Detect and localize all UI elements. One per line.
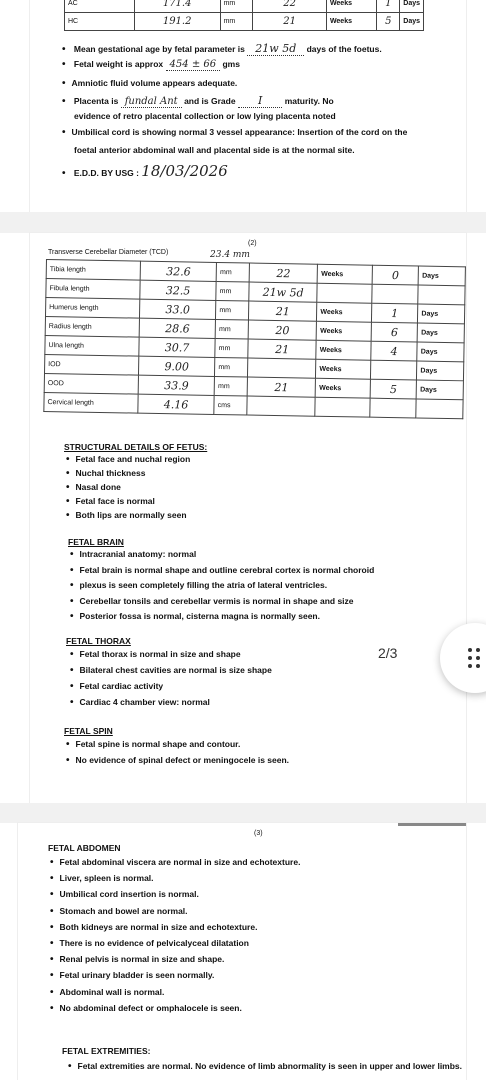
row-value: 30.7 bbox=[139, 337, 216, 357]
row-weeks-value bbox=[247, 358, 316, 378]
row-days-label: Days bbox=[400, 13, 424, 31]
row-label: OOD bbox=[44, 373, 138, 394]
mean-ga-prefix: Mean gestational age by fetal parameter is bbox=[73, 44, 245, 54]
row-days-label bbox=[416, 399, 463, 419]
list-item: • No abdominal defect or omphalocele is seen. bbox=[50, 1003, 242, 1014]
placenta-line bbox=[62, 94, 334, 107]
placenta-line-2: evidence of retro placental collection or low lying placenta noted bbox=[74, 111, 336, 121]
row-value: 4.16 bbox=[138, 394, 215, 414]
row-label: IOD bbox=[45, 354, 139, 375]
row-weeks-value: 20 bbox=[248, 320, 317, 340]
placenta-grade-handwritten: I bbox=[238, 94, 282, 108]
row-weeks-value: 21 bbox=[247, 377, 316, 397]
mean-ga-handwritten: 21w 5d bbox=[247, 42, 304, 56]
structural-heading: STRUCTURAL DETAILS OF FETUS: bbox=[64, 442, 208, 452]
table-row bbox=[65, 13, 424, 31]
row-label: Radius length bbox=[45, 316, 139, 337]
row-value: 171.4 bbox=[134, 0, 220, 13]
row-weeks-label: Weeks bbox=[315, 378, 370, 398]
row-label: AC bbox=[65, 0, 135, 13]
page1-measurement-table bbox=[64, 0, 424, 31]
row-weeks-value: 21w 5d bbox=[249, 282, 318, 302]
list-item: • plexus is seen completely filling the atria of lateral ventricles. bbox=[70, 580, 327, 591]
row-weeks-value bbox=[247, 396, 316, 416]
weight-prefix: Fetal weight is approx bbox=[73, 59, 164, 69]
row-weeks-label: Weeks bbox=[317, 264, 372, 284]
document-page-3 bbox=[18, 823, 466, 1080]
list-item: • Fetal face is normal bbox=[66, 496, 155, 507]
row-unit: mm bbox=[215, 357, 248, 377]
list-item: • Posterior fossa is normal, cisterna magna is normally seen. bbox=[70, 611, 320, 622]
list-item: • Stomach and bowel are normal. bbox=[50, 906, 188, 917]
row-label: Cervical length bbox=[44, 392, 138, 413]
row-days-value: 1 bbox=[371, 303, 418, 323]
list-item: • Fetal spine is normal shape and contour. bbox=[66, 739, 240, 750]
row-value: 33.0 bbox=[139, 299, 216, 319]
row-label: HC bbox=[65, 13, 135, 31]
amniotic-line: • Amniotic fluid volume appears adequate. bbox=[62, 78, 237, 89]
list-item: • Fetal thorax is normal in size and shape bbox=[70, 649, 241, 660]
row-days-value: 6 bbox=[371, 322, 418, 342]
row-days-value: 1 bbox=[377, 0, 400, 13]
brain-heading: FETAL BRAIN bbox=[68, 537, 124, 547]
row-days-value: 5 bbox=[370, 379, 417, 399]
extremities-heading: FETAL EXTREMITIES: bbox=[62, 1046, 151, 1056]
row-weeks-label bbox=[315, 397, 370, 417]
list-item: • Cardiac 4 chamber view: normal bbox=[70, 697, 210, 708]
list-item: • Fetal abdominal viscera are normal in size and echotexture. bbox=[50, 857, 300, 868]
page-gap bbox=[0, 803, 486, 823]
tcd-handwritten: 23.4 mm bbox=[210, 250, 250, 260]
list-item: • Nuchal thickness bbox=[66, 468, 145, 479]
row-label: Humerus length bbox=[45, 298, 139, 319]
list-item: • Bilateral chest cavities are normal is size shape bbox=[70, 665, 272, 676]
row-unit: mm bbox=[216, 262, 249, 282]
top-edge-mark bbox=[398, 823, 466, 826]
row-value: 9.00 bbox=[138, 356, 215, 376]
grid-dots-icon bbox=[468, 648, 482, 668]
row-unit: mm bbox=[214, 376, 247, 396]
page-number: (3) bbox=[254, 830, 263, 837]
list-item: • No evidence of spinal defect or meningocele is seen. bbox=[66, 755, 289, 766]
page-indicator: 2/3 bbox=[378, 645, 398, 661]
list-item: • Renal pelvis is normal in size and shape. bbox=[50, 954, 224, 965]
row-weeks-value: 21 bbox=[248, 301, 317, 321]
row-weeks-label: Weeks bbox=[316, 359, 371, 379]
edd-handwritten: 18/03/2026 bbox=[141, 162, 228, 180]
weight-handwritten: 454 ± 66 bbox=[166, 59, 221, 71]
row-weeks-label bbox=[317, 283, 372, 303]
list-item: • Both lips are normally seen bbox=[66, 510, 187, 521]
row-unit: mm bbox=[215, 319, 248, 339]
row-unit: mm bbox=[216, 281, 249, 301]
cord-line-1: • Umbilical cord is showing normal 3 vessel appearance: Insertion of the cord on the bbox=[62, 127, 407, 138]
row-value: 33.9 bbox=[138, 375, 215, 395]
abdomen-heading: FETAL ABDOMEN bbox=[48, 843, 121, 853]
thorax-heading: FETAL THORAX bbox=[66, 636, 131, 646]
row-weeks-label: Weeks bbox=[326, 13, 376, 31]
row-value: 28.6 bbox=[139, 318, 216, 338]
list-item: • Cerebellar tonsils and cerebellar vermis is normal in shape and size bbox=[70, 596, 354, 607]
row-days-value bbox=[370, 398, 417, 418]
row-days-value: 0 bbox=[372, 265, 419, 285]
fetal-weight-line bbox=[62, 59, 240, 70]
list-item: • Fetal cardiac activity bbox=[70, 681, 163, 692]
placenta-prefix: Placenta is bbox=[73, 96, 119, 106]
row-unit: mm bbox=[215, 338, 248, 358]
list-item: • There is no evidence of pelvicalyceal dilatation bbox=[50, 938, 249, 949]
row-weeks-label: Weeks bbox=[316, 321, 371, 341]
row-weeks-label: Weeks bbox=[316, 340, 371, 360]
row-days-value bbox=[372, 284, 419, 304]
row-days-value: 4 bbox=[371, 341, 418, 361]
row-unit: mm bbox=[220, 13, 253, 31]
row-days-label: Days bbox=[400, 0, 424, 13]
tcd-label: Transverse Cerebellar Diameter (TCD) bbox=[48, 249, 169, 256]
list-item: • Nasal done bbox=[66, 482, 121, 493]
row-unit: cms bbox=[214, 395, 247, 415]
list-item: • Fetal urinary bladder is seen normally. bbox=[50, 970, 214, 981]
placenta-mid: and is Grade bbox=[184, 96, 236, 106]
row-weeks-value: 21 bbox=[248, 339, 317, 359]
row-days-label: Days bbox=[417, 323, 464, 343]
row-weeks-label: Weeks bbox=[326, 0, 376, 13]
row-label: Fibula length bbox=[46, 279, 140, 300]
placenta-handwritten: fundal Ant bbox=[121, 96, 182, 108]
row-days-value: 5 bbox=[377, 13, 400, 31]
page-number: (2) bbox=[248, 240, 257, 247]
table-row bbox=[65, 0, 424, 13]
row-value: 32.5 bbox=[140, 280, 217, 300]
placenta-suffix: maturity. No bbox=[284, 96, 334, 106]
list-item: • Umbilical cord insertion is normal. bbox=[50, 889, 199, 900]
spine-heading: FETAL SPIN bbox=[64, 726, 113, 736]
row-weeks-label: Weeks bbox=[317, 302, 372, 322]
list-item: • Fetal extremities are normal. No evidence of limb abnormality is seen in upper and lower limbs. bbox=[68, 1061, 462, 1072]
list-item: • Abdominal wall is normal. bbox=[50, 987, 164, 998]
row-unit: mm bbox=[220, 0, 253, 13]
biometry-table bbox=[43, 259, 466, 419]
row-unit: mm bbox=[216, 300, 249, 320]
row-days-label: Days bbox=[418, 266, 465, 286]
row-days-value bbox=[370, 360, 417, 380]
list-item: • Fetal face and nuchal region bbox=[66, 454, 190, 465]
list-item: • Liver, spleen is normal. bbox=[50, 873, 154, 884]
row-value: 191.2 bbox=[134, 13, 220, 31]
edd-label: E.D.D. BY USG : bbox=[73, 168, 139, 178]
row-days-label bbox=[418, 285, 465, 305]
row-label: Tibia length bbox=[46, 260, 140, 281]
list-item: • Intracranial anatomy: normal bbox=[70, 549, 196, 560]
row-weeks-value: 21 bbox=[253, 13, 327, 31]
page-gap bbox=[0, 212, 486, 233]
row-label: Ulna length bbox=[45, 335, 139, 356]
list-item: • Fetal brain is normal shape and outline cerebral cortex is normal choroid bbox=[70, 565, 374, 576]
row-days-label: Days bbox=[418, 304, 465, 324]
document-page-2 bbox=[30, 233, 466, 803]
row-days-label: Days bbox=[416, 380, 463, 400]
document-page-1 bbox=[30, 0, 466, 212]
mean-ga-line bbox=[62, 42, 382, 55]
list-item: • Both kidneys are normal in size and echotexture. bbox=[50, 922, 257, 933]
row-value: 32.6 bbox=[140, 261, 217, 281]
mean-ga-suffix: days of the foetus. bbox=[306, 44, 382, 54]
row-weeks-value: 22 bbox=[253, 0, 327, 13]
row-days-label: Days bbox=[417, 342, 464, 362]
row-weeks-value: 22 bbox=[249, 263, 318, 283]
weight-suffix: gms bbox=[222, 59, 240, 69]
row-days-label: Days bbox=[417, 361, 464, 381]
cord-line-2: foetal anterior abdominal wall and placental side is at the normal site. bbox=[74, 145, 355, 155]
edd-line bbox=[62, 162, 228, 180]
